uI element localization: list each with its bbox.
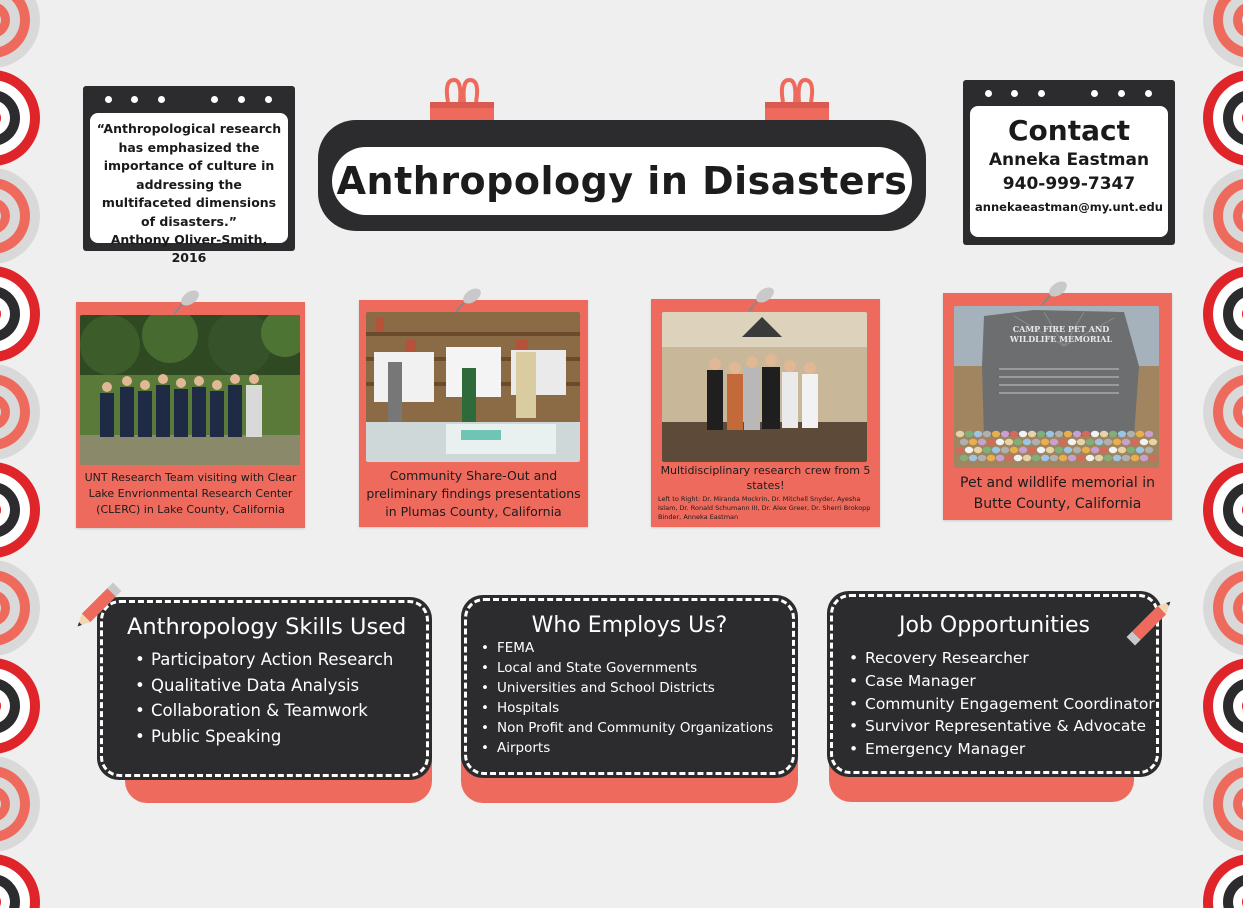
painted-stone <box>1023 455 1031 461</box>
quote-author: Anthony Oliver-Smith, 2016 <box>110 232 268 265</box>
photo-caption: Multidisciplinary research crew from 5 states! <box>660 464 871 492</box>
photo-caption: Pet and wildlife memorial in Butte County, California <box>960 475 1155 512</box>
painted-stone <box>1104 455 1112 461</box>
painted-stone <box>1014 439 1022 445</box>
list-item: • Survivor Representative & Advocate <box>849 715 1155 738</box>
title-banner <box>318 120 926 231</box>
painted-stone <box>1100 431 1108 437</box>
painted-stone <box>1037 431 1045 437</box>
painted-stone <box>1086 455 1094 461</box>
employers-title: Who Employs Us? <box>531 613 728 638</box>
painted-stone <box>1005 455 1013 461</box>
painted-stone <box>1140 455 1148 461</box>
painted-stone <box>1019 447 1027 453</box>
list-item: • Recovery Researcher <box>849 647 1155 670</box>
painted-stone <box>1028 447 1036 453</box>
quote-paper <box>90 113 288 265</box>
list-item: • Case Manager <box>849 670 1155 693</box>
quote-text: “Anthropological research has emphasized the importance of culture in addressing the multifaceted dimensions of disasters.” <box>96 121 282 229</box>
painted-stone <box>1064 447 1072 453</box>
list-item: • Qualitative Data Analysis <box>135 673 393 699</box>
painted-stone <box>1127 431 1135 437</box>
painted-stone <box>1149 455 1157 461</box>
painted-stone <box>969 439 977 445</box>
painted-stone <box>1059 455 1067 461</box>
contact-paper <box>970 106 1168 237</box>
painted-stone <box>969 455 977 461</box>
painted-stone <box>992 431 1000 437</box>
crew-photo <box>662 312 867 462</box>
painted-stone <box>1001 431 1009 437</box>
painted-stone <box>974 431 982 437</box>
painted-stone <box>1136 431 1144 437</box>
painted-stone <box>1104 439 1112 445</box>
list-item: • Emergency Manager <box>849 738 1155 761</box>
painted-stone <box>1046 447 1054 453</box>
painted-stone <box>1001 447 1009 453</box>
photo-card-crew <box>651 299 880 527</box>
painted-stone <box>1010 431 1018 437</box>
list-item: • Non Profit and Community Organizations <box>481 718 773 738</box>
painted-stone <box>965 431 973 437</box>
painted-stone <box>1023 439 1031 445</box>
painted-stone <box>965 447 973 453</box>
painted-stone <box>1082 447 1090 453</box>
skills-panel <box>97 597 432 780</box>
painted-stone <box>1073 447 1081 453</box>
painted-stone <box>960 439 968 445</box>
memorial-sign-text: CAMP FIRE PET AND <box>1012 324 1110 334</box>
painted-stone <box>978 455 986 461</box>
page-title: Anthropology in Disasters <box>336 159 908 203</box>
crew-names: Left to Right: Dr. Miranda Mockrin, Dr. Mitchell Snyder, Ayesha Islam, Dr. Ronald Schumann III, Dr. Alex Greer, Dr. Sherri Brokopp Binder, Anneka Eastman <box>658 495 871 521</box>
jobs-panel <box>827 591 1162 777</box>
pushpin-icon <box>1038 279 1070 309</box>
list-item: • Community Engagement Coordinator <box>849 693 1155 716</box>
painted-stone <box>1046 431 1054 437</box>
painted-stone <box>1100 447 1108 453</box>
painted-stone <box>1091 431 1099 437</box>
quote-card <box>83 86 295 265</box>
employers-panel <box>461 595 798 778</box>
painted-stone <box>1131 439 1139 445</box>
calendar-rings <box>83 92 295 106</box>
photo-card-memorial <box>943 293 1172 520</box>
painted-stone <box>1122 455 1130 461</box>
pushpin-icon <box>452 286 484 316</box>
jobs-title: Job Opportunities <box>898 613 1091 638</box>
painted-stone <box>1010 447 1018 453</box>
pushpin-icon <box>170 288 202 318</box>
painted-stone <box>1113 439 1121 445</box>
painted-stone <box>1041 455 1049 461</box>
painted-stone <box>1028 431 1036 437</box>
painted-stone <box>1064 431 1072 437</box>
contact-card <box>963 80 1175 245</box>
painted-stone <box>1109 447 1117 453</box>
library-photo <box>366 312 580 462</box>
title-pill <box>332 147 912 215</box>
photo-caption: Community Share-Out and preliminary findings presentations in Plumas County, California <box>366 468 581 519</box>
painted-stone <box>1055 447 1063 453</box>
painted-stone <box>996 439 1004 445</box>
painted-stone <box>1118 447 1126 453</box>
list-item: • Public Speaking <box>135 724 393 750</box>
team-photo <box>80 315 300 465</box>
right-arc-border <box>1183 0 1243 908</box>
painted-stone <box>983 431 991 437</box>
painted-stone <box>1037 447 1045 453</box>
painted-stone <box>1140 439 1148 445</box>
list-item: • Local and State Governments <box>481 658 773 678</box>
painted-stone <box>1145 431 1153 437</box>
contact-email: annekaeastman@my.unt.edu <box>975 200 1163 214</box>
painted-stone <box>1014 455 1022 461</box>
painted-stone <box>1122 439 1130 445</box>
painted-stone <box>1095 439 1103 445</box>
painted-stone <box>960 455 968 461</box>
painted-stone <box>1131 455 1139 461</box>
painted-stone <box>956 447 964 453</box>
memorial-photo <box>954 306 1159 468</box>
painted-stone <box>1032 439 1040 445</box>
skills-title: Anthropology Skills Used <box>127 614 407 640</box>
contact-title: Contact <box>1008 114 1130 147</box>
contact-phone: 940-999-7347 <box>1002 174 1136 194</box>
painted-stone <box>1019 431 1027 437</box>
list-item: • Airports <box>481 738 773 758</box>
painted-stone <box>1095 455 1103 461</box>
painted-stone <box>978 439 986 445</box>
painted-stone <box>974 447 982 453</box>
svg-text:WILDLIFE MEMORIAL: WILDLIFE MEMORIAL <box>1009 334 1113 344</box>
painted-stone <box>1041 439 1049 445</box>
painted-stone <box>956 431 964 437</box>
painted-stone <box>1118 431 1126 437</box>
list-item: • FEMA <box>481 638 773 658</box>
painted-stone <box>1113 455 1121 461</box>
painted-stone <box>1068 455 1076 461</box>
painted-stone <box>987 439 995 445</box>
painted-stone <box>992 447 1000 453</box>
left-arc-border <box>0 0 60 908</box>
skills-list <box>135 647 393 749</box>
painted-stone <box>996 455 1004 461</box>
contact-name: Anneka Eastman <box>988 150 1150 170</box>
employers-list <box>481 638 773 758</box>
photo-card-share-out <box>359 300 588 527</box>
painted-stone <box>1127 447 1135 453</box>
painted-stone <box>987 455 995 461</box>
painted-stone <box>1032 455 1040 461</box>
list-item: • Universities and School Districts <box>481 678 773 698</box>
painted-stone <box>1059 439 1067 445</box>
painted-stone <box>983 447 991 453</box>
jobs-list <box>849 647 1155 761</box>
painted-stone <box>1136 447 1144 453</box>
photo-caption: UNT Research Team visiting with Clear Lake Envrionmental Research Center (CLERC) in Lake County, California <box>84 471 297 516</box>
pushpin-icon <box>745 285 777 315</box>
painted-stone <box>1091 447 1099 453</box>
painted-stone <box>1050 455 1058 461</box>
painted-stone <box>1005 439 1013 445</box>
painted-stone <box>1109 431 1117 437</box>
pencil-icon <box>1122 590 1182 650</box>
list-item: • Collaboration & Teamwork <box>135 698 393 724</box>
painted-stone <box>1068 439 1076 445</box>
photo-card-team <box>76 302 305 528</box>
painted-stone <box>1082 431 1090 437</box>
painted-stone <box>1077 455 1085 461</box>
pencil-icon <box>66 578 126 638</box>
painted-stone <box>1145 447 1153 453</box>
painted-stone <box>1077 439 1085 445</box>
painted-stone <box>1073 431 1081 437</box>
list-item: • Participatory Action Research <box>135 647 393 673</box>
painted-stone <box>1055 431 1063 437</box>
painted-stone <box>1086 439 1094 445</box>
calendar-rings <box>963 86 1175 100</box>
list-item: • Hospitals <box>481 698 773 718</box>
painted-stone <box>1050 439 1058 445</box>
painted-stone <box>1149 439 1157 445</box>
